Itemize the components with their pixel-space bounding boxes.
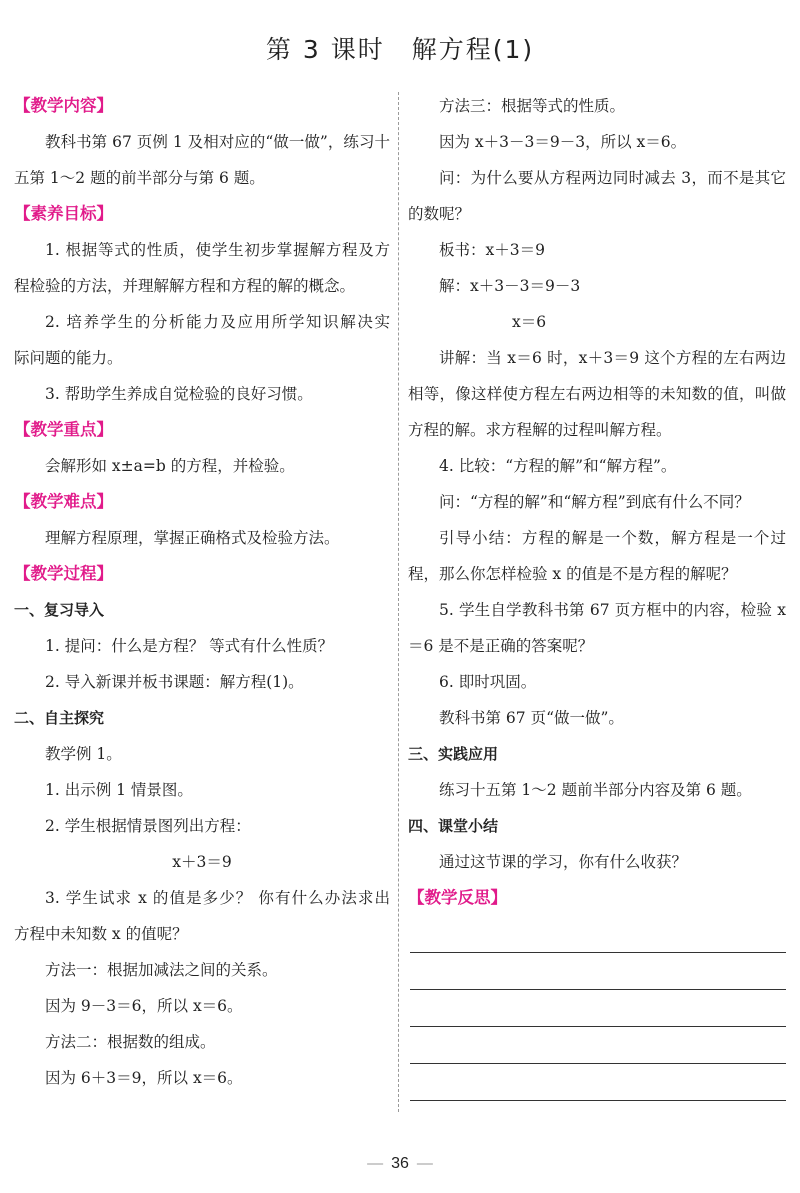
- left-column: [14, 88, 390, 1096]
- text-line: 教科书第 67 页“做一做”。: [439, 709, 624, 727]
- text-line: 问：“方程的解”和“解方程”到底有什么不同？: [439, 493, 750, 511]
- heading-key-points: 【教学重点】: [14, 420, 113, 439]
- text-line: 方法一：根据加减法之间的关系。: [45, 961, 278, 979]
- text-line: 教科书第 67 页例 1 及相对应的“做一做”，练习十: [45, 133, 390, 151]
- text-line: 2. 学生根据情景图列出方程：: [45, 817, 251, 835]
- footer-dash: —: [367, 1155, 384, 1172]
- text-line: 理解方程原理，掌握正确格式及检验方法。: [45, 529, 340, 547]
- heading-process: 【教学过程】: [14, 564, 113, 583]
- heading-teaching-content: 【教学内容】: [14, 96, 113, 115]
- text-line: 练习十五第 1～2 题前半部分内容及第 6 题。: [439, 781, 752, 799]
- page-number: 36: [391, 1155, 409, 1172]
- writing-line: [410, 953, 786, 990]
- text-line: 讲解：当 x＝6 时，x＋3＝9 这个方程的左右两边: [439, 349, 786, 367]
- right-column: [408, 88, 786, 1101]
- text-line: 方程中未知数 x 的值呢？: [14, 925, 188, 943]
- heading-reflection: 【教学反思】: [408, 888, 507, 907]
- section-summary: 四、课堂小结: [408, 817, 499, 835]
- text-line: 因为 9－3＝6，所以 x＝6。: [45, 997, 243, 1015]
- text-line: 4. 比较：“方程的解”和“解方程”。: [439, 457, 677, 475]
- text-line: 3. 学生试求 x 的值是多少？ 你有什么办法求出: [45, 889, 390, 907]
- writing-line: [410, 990, 786, 1027]
- text-line: 问：为什么要从方程两边同时减去 3，而不是其它: [439, 169, 786, 187]
- writing-line: [410, 1027, 786, 1064]
- text-line: 2. 培养学生的分析能力及应用所学知识解决实: [45, 313, 390, 331]
- text-line: 方法二：根据数的组成。: [45, 1033, 216, 1051]
- text-line: 因为 6＋3＝9，所以 x＝6。: [45, 1069, 243, 1087]
- text-line: 相等，像这样使方程左右两边相等的未知数的值，叫做: [408, 385, 786, 403]
- writing-line: [410, 1064, 786, 1101]
- text-line: 际问题的能力。: [14, 349, 123, 367]
- column-divider: [398, 92, 399, 1112]
- text-line: 教学例 1。: [45, 745, 122, 763]
- text-line: 3. 帮助学生养成自觉检验的良好习惯。: [45, 385, 313, 403]
- solution-step: x＝6: [512, 313, 547, 331]
- equation: x＋3＝9: [172, 853, 232, 871]
- page-footer: [0, 1155, 800, 1173]
- text-line: 方程的解。求方程解的过程叫解方程。: [408, 421, 672, 439]
- section-review: 一、复习导入: [14, 601, 105, 619]
- footer-dash: —: [416, 1155, 433, 1172]
- section-practice: 三、实践应用: [408, 745, 499, 763]
- text-line: 引导小结：方程的解是一个数，解方程是一个过: [439, 529, 786, 547]
- reflection-lines: [408, 916, 786, 1101]
- text-line: 通过这节课的学习，你有什么收获？: [439, 853, 688, 871]
- text-line: 1. 出示例 1 情景图。: [45, 781, 193, 799]
- section-explore: 二、自主探究: [14, 709, 105, 727]
- text-line: 5. 学生自学教科书第 67 页方框中的内容，检验 x: [439, 601, 786, 619]
- text-line: 程，那么你怎样检验 x 的值是不是方程的解呢？: [408, 565, 737, 583]
- text-line: 会解形如 x±a=b 的方程，并检验。: [45, 457, 295, 475]
- text-line: 方法三：根据等式的性质。: [439, 97, 626, 115]
- solution-step: 解：x＋3－3＝9－3: [439, 277, 581, 295]
- heading-goals: 【素养目标】: [14, 204, 113, 223]
- heading-difficulties: 【教学难点】: [14, 492, 113, 511]
- text-line: 6. 即时巩固。: [439, 673, 537, 691]
- text-line: 1. 提问：什么是方程？ 等式有什么性质？: [45, 637, 334, 655]
- text-line: ＝6 是不是正确的答案呢？: [408, 637, 594, 655]
- text-line: 1. 根据等式的性质，使学生初步掌握解方程及方: [45, 241, 390, 259]
- writing-line: [410, 916, 786, 953]
- board-writing: 板书：x＋3＝9: [439, 241, 545, 259]
- text-line: 五第 1～2 题的前半部分与第 6 题。: [14, 169, 265, 187]
- text-line: 程检验的方法，并理解解方程和方程的解的概念。: [14, 277, 356, 295]
- text-line: 2. 导入新课并板书课题：解方程(1)。: [45, 673, 304, 691]
- lesson-title: 第 3 课时 解方程(1): [265, 35, 535, 64]
- text-line: 因为 x＋3－3＝9－3，所以 x＝6。: [439, 133, 687, 151]
- text-line: 的数呢？: [408, 205, 471, 223]
